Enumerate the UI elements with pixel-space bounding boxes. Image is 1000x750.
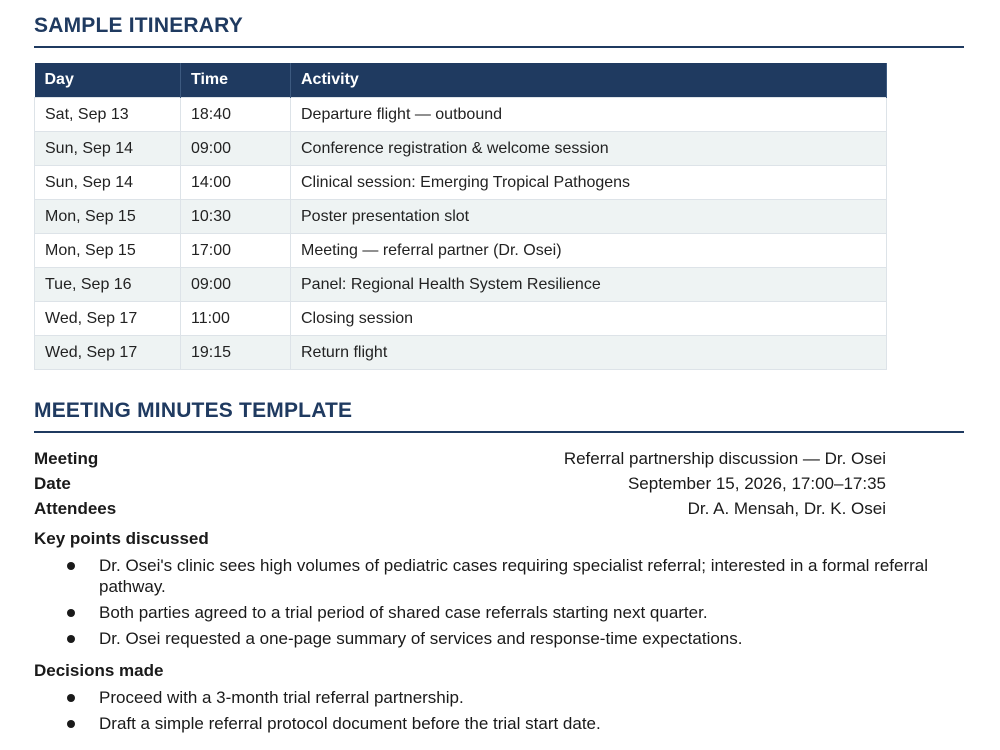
- cell-time: 10:30: [181, 200, 291, 234]
- cell-time: 09:00: [181, 132, 291, 166]
- list-item-text: Dr. Osei's clinic sees high volumes of pediatric cases requiring specialist referral; interested in a formal referral pathway.: [99, 556, 929, 596]
- cell-day: Sun, Sep 14: [35, 132, 181, 166]
- decisions-list: [34, 687, 934, 739]
- cell-day: Mon, Sep 15: [35, 234, 181, 268]
- cell-time: 09:00: [181, 268, 291, 302]
- bullet-icon: [67, 694, 75, 702]
- meta-key: Meeting: [34, 449, 99, 468]
- minutes-title: MEETING MINUTES TEMPLATE: [34, 399, 964, 433]
- meta-key: Attendees: [34, 499, 117, 518]
- list-item: [34, 687, 934, 708]
- cell-activity: Panel: Regional Health System Resilience: [291, 268, 887, 302]
- table-row: [35, 200, 887, 234]
- cell-day: Mon, Sep 15: [35, 200, 181, 234]
- itinerary-title: SAMPLE ITINERARY: [34, 14, 964, 48]
- itinerary-table: [34, 63, 887, 370]
- table-row: [35, 268, 887, 302]
- list-item-text: Draft a simple referral protocol document before the trial start date.: [99, 714, 601, 733]
- cell-time: 19:15: [181, 336, 291, 370]
- header-time: Time: [181, 63, 291, 98]
- meeting-meta: [34, 446, 886, 521]
- list-item-text: Proceed with a 3-month trial referral partnership.: [99, 688, 464, 707]
- meta-row-meeting: [34, 446, 886, 471]
- cell-activity: Departure flight — outbound: [291, 98, 887, 132]
- key-points-list: [34, 555, 934, 654]
- table-row: [35, 132, 887, 166]
- list-item: [34, 555, 934, 597]
- cell-activity: Conference registration & welcome session: [291, 132, 887, 166]
- cell-activity: Meeting — referral partner (Dr. Osei): [291, 234, 887, 268]
- bullet-icon: [67, 635, 75, 643]
- list-item: [34, 628, 934, 649]
- table-row: [35, 234, 887, 268]
- table-header-row: [35, 63, 887, 98]
- meta-value: Dr. A. Mensah, Dr. K. Osei: [687, 499, 886, 518]
- cell-day: Sun, Sep 14: [35, 166, 181, 200]
- cell-time: 14:00: [181, 166, 291, 200]
- table-row: [35, 166, 887, 200]
- meta-row-attendees: [34, 496, 886, 521]
- table-row: [35, 302, 887, 336]
- bullet-icon: [67, 609, 75, 617]
- table-row: [35, 98, 887, 132]
- list-item: [34, 602, 934, 623]
- cell-activity: Poster presentation slot: [291, 200, 887, 234]
- header-day: Day: [35, 63, 181, 98]
- cell-day: Sat, Sep 13: [35, 98, 181, 132]
- cell-day: Tue, Sep 16: [35, 268, 181, 302]
- cell-time: 18:40: [181, 98, 291, 132]
- list-item: [34, 713, 934, 734]
- decisions-heading: Decisions made: [34, 661, 164, 680]
- cell-time: 17:00: [181, 234, 291, 268]
- list-item-text: Dr. Osei requested a one-page summary of services and response-time expectations.: [99, 629, 743, 648]
- cell-activity: Clinical session: Emerging Tropical Pathogens: [291, 166, 887, 200]
- cell-day: Wed, Sep 17: [35, 336, 181, 370]
- header-activity: Activity: [291, 63, 887, 98]
- bullet-icon: [67, 562, 75, 570]
- cell-day: Wed, Sep 17: [35, 302, 181, 336]
- table-row: [35, 336, 887, 370]
- bullet-icon: [67, 720, 75, 728]
- meta-value: September 15, 2026, 17:00–17:35: [627, 474, 886, 493]
- list-item-text: Both parties agreed to a trial period of shared case referrals starting next quarter.: [99, 603, 708, 622]
- meta-row-date: [34, 471, 886, 496]
- meta-key: Date: [34, 474, 71, 493]
- cell-time: 11:00: [181, 302, 291, 336]
- meta-value: Referral partnership discussion — Dr. Osei: [563, 449, 886, 468]
- key-points-heading: Key points discussed: [34, 529, 209, 548]
- cell-activity: Return flight: [291, 336, 887, 370]
- cell-activity: Closing session: [291, 302, 887, 336]
